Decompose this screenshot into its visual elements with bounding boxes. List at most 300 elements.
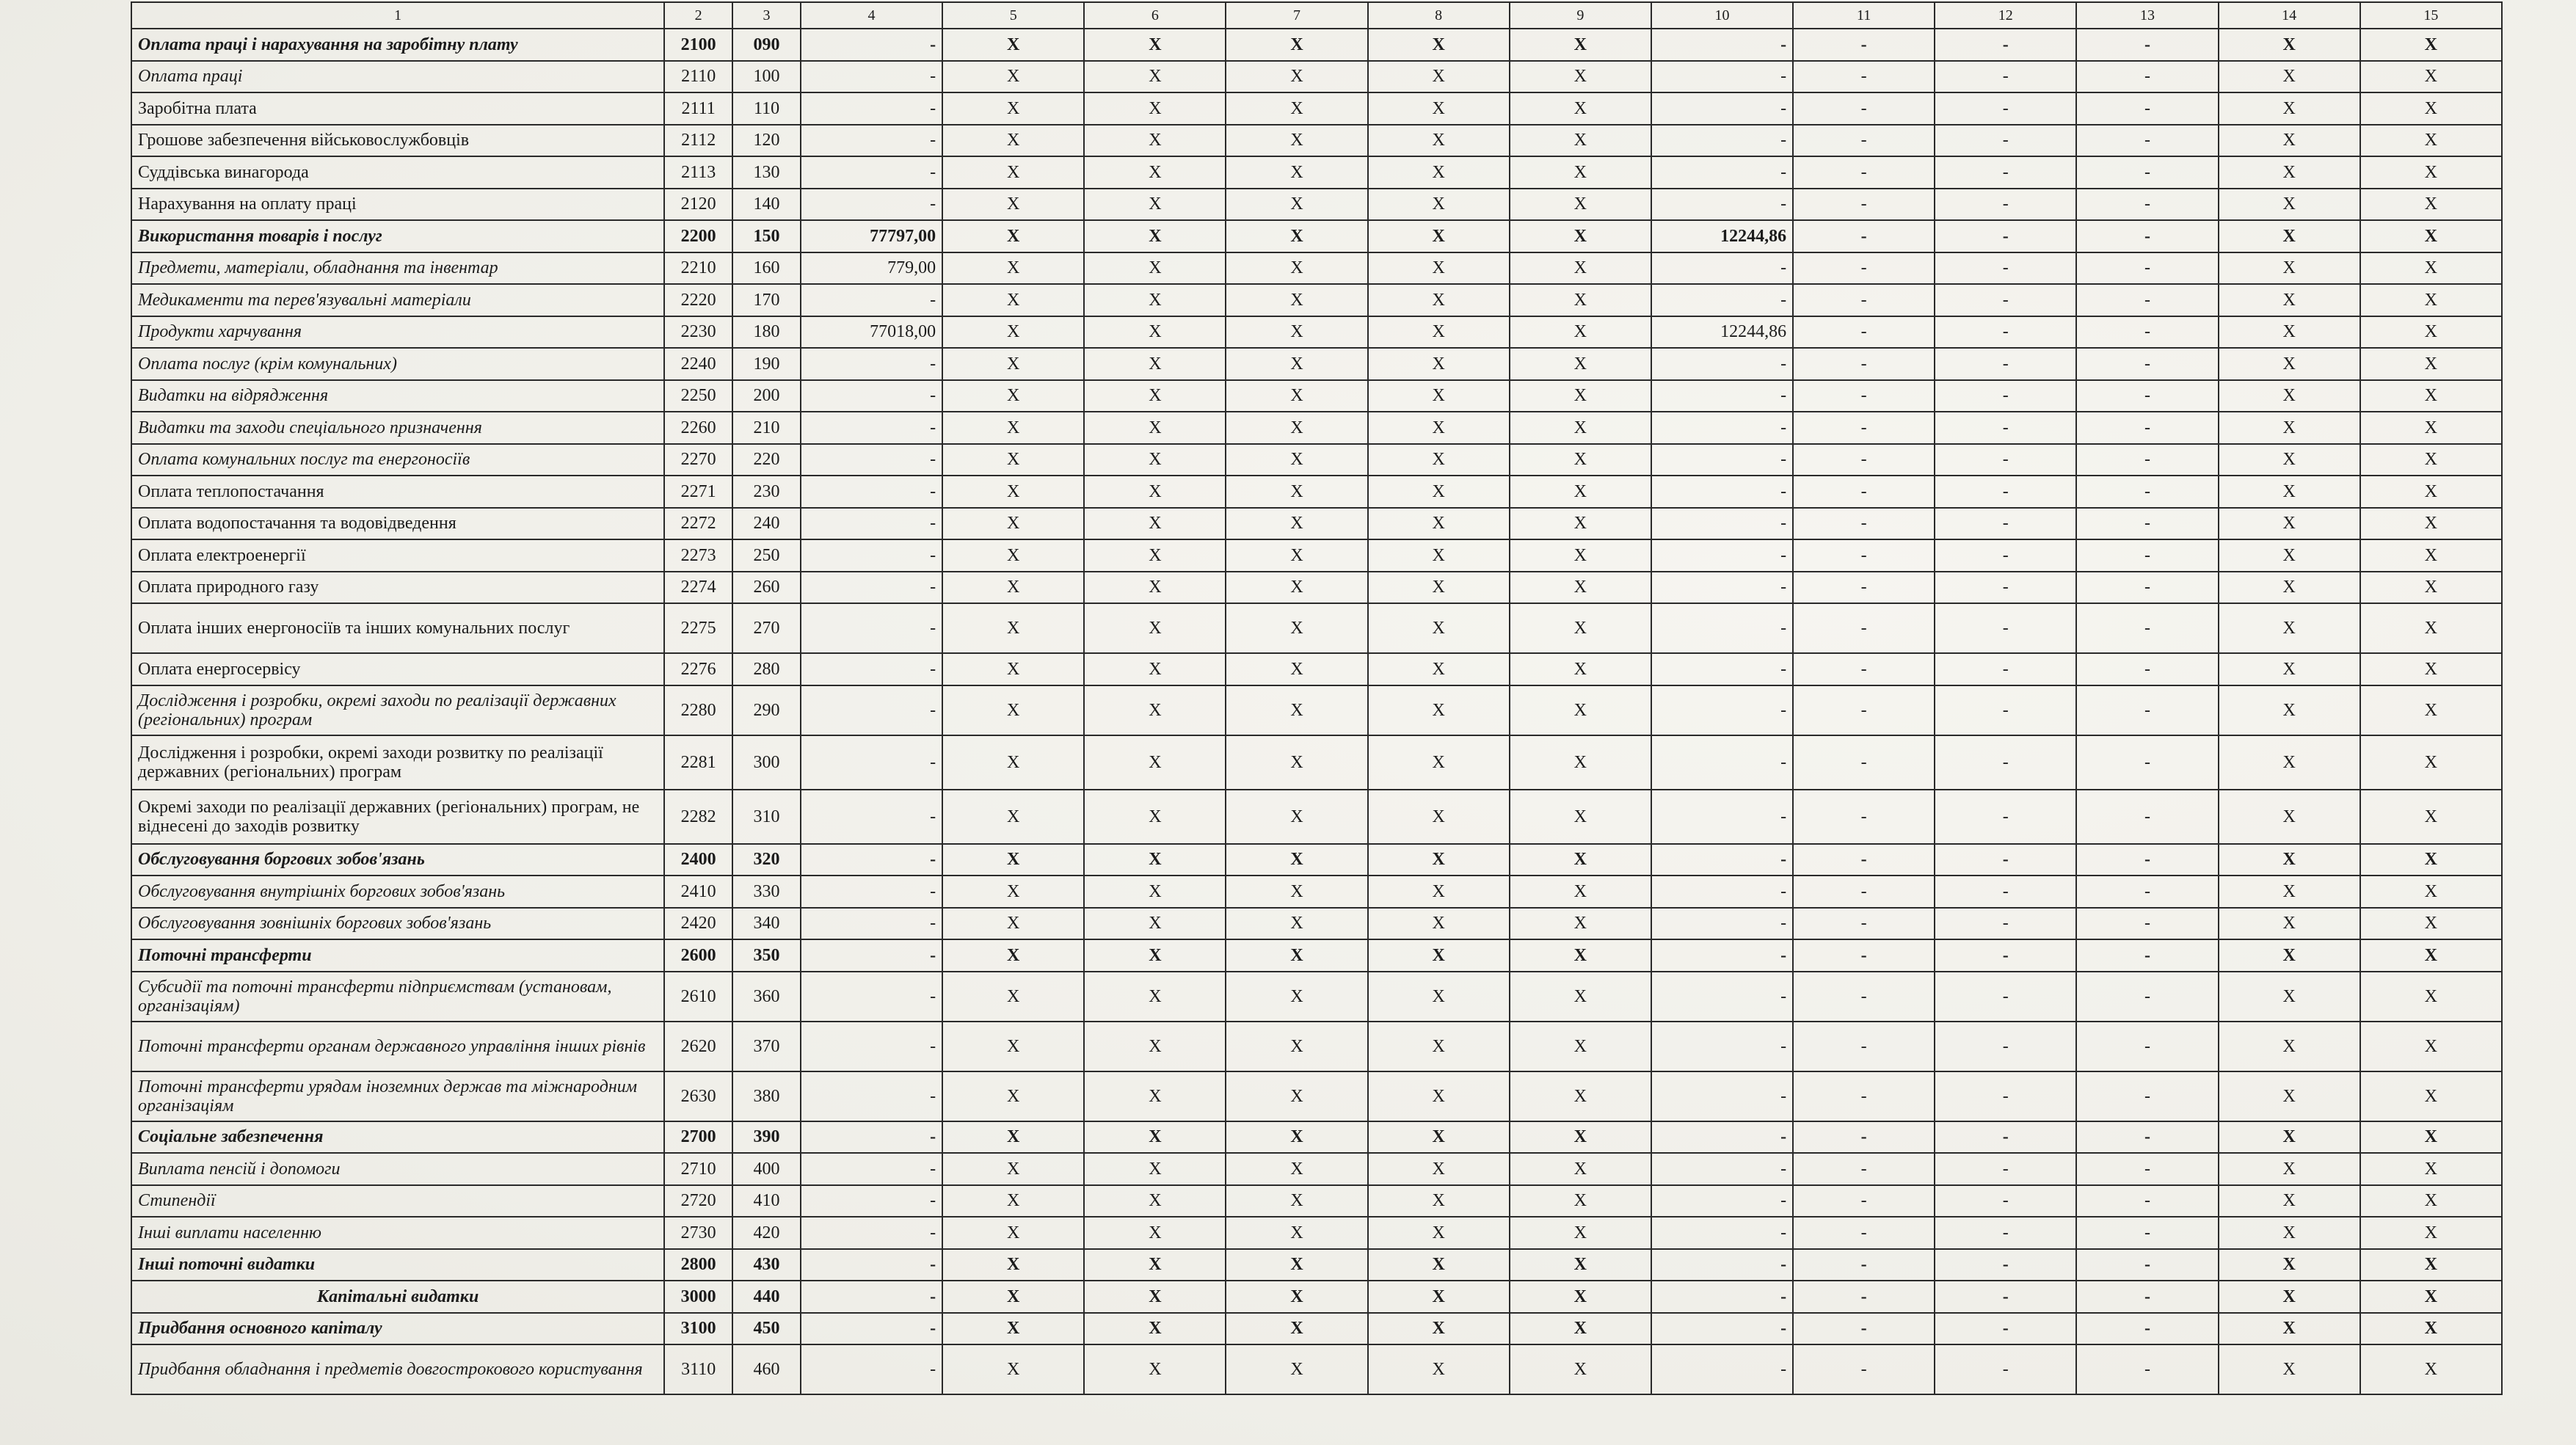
amount-cell: - [1651,1185,1793,1217]
value-cell: X [2360,284,2502,316]
value-cell: - [1935,1153,2076,1185]
value-cell: X [1226,1344,1367,1394]
value-cell: - [1793,908,1935,940]
value-cell: X [942,189,1084,221]
table-row [131,844,2502,876]
amount-cell: - [801,790,942,844]
value-cell: - [1793,444,1935,476]
value-cell: X [1368,735,1510,790]
value-cell: X [2360,1022,2502,1071]
value-cell: - [2076,476,2218,508]
row-code-cell: 100 [732,61,801,93]
value-cell: - [1793,876,1935,908]
value-cell: - [1935,1185,2076,1217]
column-number-1: 1 [131,2,664,29]
row-label: Оплата водопостачання та водовідведення [131,508,664,540]
row-code-cell: 150 [732,220,801,252]
value-cell: X [2219,125,2360,157]
value-cell: X [2219,508,2360,540]
value-cell: - [1793,735,1935,790]
kekv-code-cell: 2420 [664,908,732,940]
value-cell: - [1793,1281,1935,1313]
value-cell: X [2219,735,2360,790]
amount-cell: - [1651,685,1793,735]
value-cell: X [2219,603,2360,653]
value-cell: - [2076,844,2218,876]
value-cell: X [1226,653,1367,685]
value-cell: X [1368,653,1510,685]
value-cell: X [1368,572,1510,604]
value-cell: - [1935,380,2076,412]
value-cell: X [1084,476,1226,508]
table-row [131,1281,2502,1313]
value-cell: X [942,653,1084,685]
row-label: Обслуговування зовнішніх боргових зобов'язань [131,908,664,940]
row-label: Оплата праці і нарахування на заробітну плату [131,29,664,61]
row-label: Оплата природного газу [131,572,664,604]
value-cell: X [1084,189,1226,221]
value-cell: X [1510,156,1651,189]
value-cell: X [1368,156,1510,189]
value-cell: X [942,348,1084,380]
kekv-code-cell: 2100 [664,29,732,61]
amount-cell: - [801,156,942,189]
amount-cell: - [1651,156,1793,189]
value-cell: X [1368,348,1510,380]
value-cell: X [1510,220,1651,252]
value-cell: X [1368,539,1510,572]
value-cell: - [1935,939,2076,972]
row-label: Поточні трансферти органам державного управління інших рівнів [131,1022,664,1071]
amount-cell: - [801,508,942,540]
table-row [131,1071,2502,1121]
value-cell: X [1510,380,1651,412]
value-cell: X [2360,220,2502,252]
row-label: Капітальні видатки [131,1281,664,1313]
kekv-code-cell: 2620 [664,1022,732,1071]
value-cell: - [2076,125,2218,157]
amount-cell: 77797,00 [801,220,942,252]
value-cell: - [2076,1313,2218,1345]
value-cell: X [2360,156,2502,189]
table-row [131,125,2502,157]
row-label: Інші поточні видатки [131,1249,664,1281]
value-cell: - [2076,539,2218,572]
value-cell: X [2360,1185,2502,1217]
value-cell: X [942,790,1084,844]
value-cell: X [1226,1217,1367,1249]
amount-cell: - [801,92,942,125]
value-cell: - [2076,1217,2218,1249]
value-cell: X [1368,1313,1510,1345]
value-cell: X [2360,125,2502,157]
value-cell: - [1793,380,1935,412]
row-code-cell: 360 [732,972,801,1022]
amount-cell: - [801,1153,942,1185]
value-cell: - [1793,189,1935,221]
kekv-code-cell: 2271 [664,476,732,508]
amount-cell: - [1651,653,1793,685]
amount-cell: - [801,125,942,157]
row-code-cell: 270 [732,603,801,653]
value-cell: X [2360,1153,2502,1185]
value-cell: - [2076,284,2218,316]
value-cell: X [1084,790,1226,844]
amount-cell: - [1651,844,1793,876]
row-label: Оплата енергосервісу [131,653,664,685]
value-cell: - [1793,412,1935,444]
table-row [131,1121,2502,1154]
table-row [131,1185,2502,1217]
value-cell: - [1935,92,2076,125]
value-cell: X [2360,939,2502,972]
table-row [131,380,2502,412]
value-cell: - [2076,156,2218,189]
value-cell: - [2076,908,2218,940]
value-cell: X [1368,316,1510,349]
value-cell: X [2219,685,2360,735]
value-cell: X [1510,1185,1651,1217]
value-cell: X [1084,125,1226,157]
value-cell: X [1226,685,1367,735]
value-cell: X [1226,220,1367,252]
value-cell: X [942,61,1084,93]
value-cell: X [942,1153,1084,1185]
column-number-5: 5 [942,2,1084,29]
value-cell: - [1793,603,1935,653]
value-cell: X [942,735,1084,790]
value-cell: - [2076,790,2218,844]
row-label: Окремі заходи по реалізації державних (регіональних) програм, не віднесені до заходів розвитку [131,790,664,844]
value-cell: - [1935,1217,2076,1249]
amount-cell: - [1651,908,1793,940]
value-cell: X [1368,220,1510,252]
value-cell: X [1226,316,1367,349]
value-cell: - [1935,508,2076,540]
table-row [131,603,2502,653]
row-code-cell: 350 [732,939,801,972]
value-cell: X [1226,61,1367,93]
value-cell: - [2076,189,2218,221]
value-cell: X [1226,29,1367,61]
row-code-cell: 120 [732,125,801,157]
value-cell: X [1226,735,1367,790]
row-label: Обслуговування боргових зобов'язань [131,844,664,876]
amount-cell: - [801,1022,942,1071]
row-label: Заробітна плата [131,92,664,125]
value-cell: - [2076,876,2218,908]
value-cell: - [1935,220,2076,252]
value-cell: X [942,444,1084,476]
amount-cell: - [801,908,942,940]
value-cell: - [2076,380,2218,412]
row-label: Оплата послуг (крім комунальних) [131,348,664,380]
value-cell: X [1084,685,1226,735]
value-cell: X [1226,1121,1367,1154]
value-cell: X [2219,412,2360,444]
value-cell: X [942,876,1084,908]
value-cell: - [1935,653,2076,685]
value-cell: X [2360,92,2502,125]
value-cell: X [2219,572,2360,604]
kekv-code-cell: 2250 [664,380,732,412]
amount-cell: - [1651,476,1793,508]
kekv-code-cell: 2276 [664,653,732,685]
row-code-cell: 140 [732,189,801,221]
value-cell: X [1084,1022,1226,1071]
value-cell: - [1935,412,2076,444]
value-cell: X [942,380,1084,412]
value-cell: - [2076,508,2218,540]
row-code-cell: 400 [732,1153,801,1185]
value-cell: X [2360,844,2502,876]
kekv-code-cell: 2272 [664,508,732,540]
value-cell: - [1793,653,1935,685]
value-cell: X [1084,1121,1226,1154]
value-cell: X [1084,444,1226,476]
value-cell: X [942,972,1084,1022]
value-cell: - [1935,1071,2076,1121]
row-code-cell: 220 [732,444,801,476]
value-cell: X [1368,876,1510,908]
table-row [131,252,2502,285]
value-cell: - [1793,284,1935,316]
row-code-cell: 180 [732,316,801,349]
value-cell: X [942,220,1084,252]
value-cell: X [1226,380,1367,412]
column-number-15: 15 [2360,2,2502,29]
value-cell: - [1793,685,1935,735]
row-label: Продукти харчування [131,316,664,349]
value-cell: X [2219,1185,2360,1217]
value-cell: X [1368,189,1510,221]
value-cell: X [942,539,1084,572]
kekv-code-cell: 2112 [664,125,732,157]
value-cell: - [1935,284,2076,316]
value-cell: - [1793,220,1935,252]
value-cell: X [1510,92,1651,125]
table-row [131,1313,2502,1345]
table-row [131,412,2502,444]
row-label: Використання товарів і послуг [131,220,664,252]
value-cell: X [1084,156,1226,189]
value-cell: X [2219,539,2360,572]
value-cell: - [2076,1344,2218,1394]
value-cell: X [2360,189,2502,221]
value-cell: - [1793,252,1935,285]
value-cell: X [2360,603,2502,653]
kekv-code-cell: 2710 [664,1153,732,1185]
value-cell: - [1793,972,1935,1022]
value-cell: - [2076,1281,2218,1313]
value-cell: - [1935,1022,2076,1071]
value-cell: X [1084,1071,1226,1121]
row-code-cell: 210 [732,412,801,444]
value-cell: - [1793,156,1935,189]
row-code-cell: 430 [732,1249,801,1281]
column-number-7: 7 [1226,2,1367,29]
amount-cell: - [801,735,942,790]
value-cell: - [1793,125,1935,157]
value-cell: X [1084,939,1226,972]
value-cell: X [942,939,1084,972]
kekv-code-cell: 2400 [664,844,732,876]
value-cell: X [1368,972,1510,1022]
value-cell: X [1226,1153,1367,1185]
table-row [131,92,2502,125]
row-label: Дослідження і розробки, окремі заходи по реалізації державних (регіональних) програм [131,685,664,735]
column-number-6: 6 [1084,2,1226,29]
row-code-cell: 460 [732,1344,801,1394]
value-cell: X [1084,572,1226,604]
table-row [131,1344,2502,1394]
row-label: Оплата електроенергії [131,539,664,572]
value-cell: X [1368,1153,1510,1185]
value-cell: - [2076,444,2218,476]
value-cell: X [942,476,1084,508]
amount-cell: - [1651,61,1793,93]
amount-cell: - [801,1313,942,1345]
value-cell: X [2219,1313,2360,1345]
value-cell: - [1793,1153,1935,1185]
value-cell: X [1368,284,1510,316]
value-cell: X [2219,92,2360,125]
value-cell: - [1935,844,2076,876]
value-cell: X [942,1344,1084,1394]
value-cell: X [2360,1121,2502,1154]
value-cell: X [1368,1249,1510,1281]
value-cell: - [1935,1249,2076,1281]
row-code-cell: 110 [732,92,801,125]
value-cell: X [2219,1281,2360,1313]
column-number-13: 13 [2076,2,2218,29]
row-label: Предмети, матеріали, обладнання та інвентар [131,252,664,285]
value-cell: X [1226,908,1367,940]
amount-cell: - [1651,939,1793,972]
value-cell: - [1935,1121,2076,1154]
value-cell: - [2076,685,2218,735]
value-cell: - [2076,735,2218,790]
value-cell: X [1368,1281,1510,1313]
value-cell: X [2219,220,2360,252]
value-cell: - [2076,29,2218,61]
value-cell: - [2076,603,2218,653]
table-row [131,735,2502,790]
value-cell: X [2360,876,2502,908]
value-cell: X [2360,1217,2502,1249]
row-label: Дослідження і розробки, окремі заходи розвитку по реалізації державних (регіональних) програм [131,735,664,790]
row-label: Оплата праці [131,61,664,93]
table-row [131,220,2502,252]
amount-cell: - [1651,1022,1793,1071]
amount-cell: - [1651,539,1793,572]
kekv-code-cell: 2220 [664,284,732,316]
table-row [131,61,2502,93]
value-cell: - [1793,844,1935,876]
value-cell: X [942,844,1084,876]
amount-cell: - [801,653,942,685]
value-cell: - [1935,735,2076,790]
table-row [131,876,2502,908]
value-cell: - [1935,1281,2076,1313]
value-cell: - [1793,1185,1935,1217]
value-cell: X [2219,876,2360,908]
table-row [131,476,2502,508]
value-cell: X [1226,189,1367,221]
value-cell: X [1226,1022,1367,1071]
row-code-cell: 300 [732,735,801,790]
value-cell: X [1084,1313,1226,1345]
value-cell: X [2360,412,2502,444]
value-cell: - [1935,908,2076,940]
row-code-cell: 340 [732,908,801,940]
value-cell: - [1935,316,2076,349]
kekv-code-cell: 2720 [664,1185,732,1217]
value-cell: X [1510,348,1651,380]
value-cell: - [1935,876,2076,908]
value-cell: X [1084,92,1226,125]
value-cell: X [2360,1281,2502,1313]
amount-cell: - [1651,380,1793,412]
value-cell: - [1793,1022,1935,1071]
kekv-code-cell: 2280 [664,685,732,735]
budget-report-table [131,1,2503,1395]
row-code-cell: 330 [732,876,801,908]
value-cell: X [2219,653,2360,685]
value-cell: - [2076,412,2218,444]
value-cell: X [1510,61,1651,93]
value-cell: X [2360,444,2502,476]
value-cell: X [942,508,1084,540]
value-cell: X [942,908,1084,940]
kekv-code-cell: 2281 [664,735,732,790]
row-label: Виплата пенсій і допомоги [131,1153,664,1185]
value-cell: - [1793,790,1935,844]
value-cell: - [1793,539,1935,572]
value-cell: X [1084,1217,1226,1249]
row-code-cell: 450 [732,1313,801,1345]
value-cell: X [1510,876,1651,908]
row-code-cell: 410 [732,1185,801,1217]
value-cell: X [942,92,1084,125]
row-label: Обслуговування внутрішніх боргових зобов'язань [131,876,664,908]
value-cell: - [2076,348,2218,380]
value-cell: - [1935,189,2076,221]
value-cell: X [1510,189,1651,221]
table-row [131,908,2502,940]
amount-cell: - [1651,735,1793,790]
value-cell: X [1084,539,1226,572]
value-cell: X [1368,61,1510,93]
value-cell: X [1510,125,1651,157]
value-cell: - [1935,61,2076,93]
value-cell: X [1226,348,1367,380]
value-cell: X [942,29,1084,61]
value-cell: X [2360,539,2502,572]
value-cell: X [1510,1217,1651,1249]
value-cell: X [1226,603,1367,653]
value-cell: - [1793,316,1935,349]
row-code-cell: 090 [732,29,801,61]
table-row [131,572,2502,604]
table-row [131,790,2502,844]
value-cell: X [1226,539,1367,572]
amount-cell: - [801,939,942,972]
kekv-code-cell: 2730 [664,1217,732,1249]
table-row [131,1249,2502,1281]
value-cell: X [1226,508,1367,540]
column-number-9: 9 [1510,2,1651,29]
